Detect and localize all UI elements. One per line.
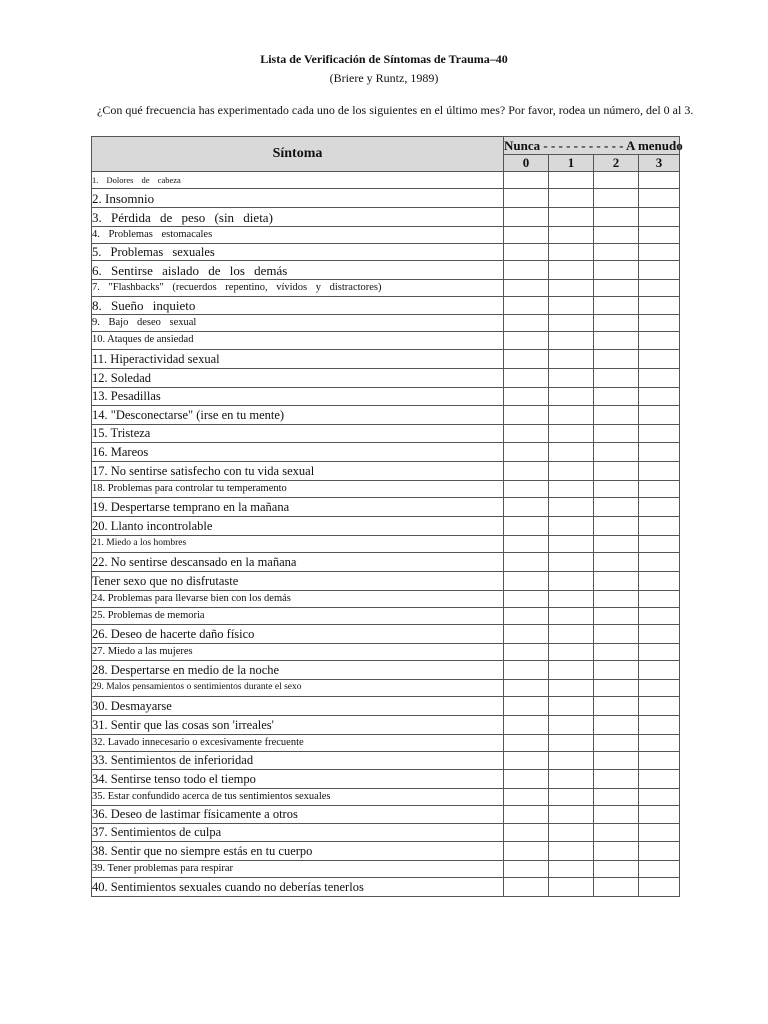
table-row [92, 625, 680, 644]
rating-cell-0[interactable] [504, 315, 549, 332]
rating-cell-2[interactable] [594, 297, 639, 315]
rating-cell-2[interactable] [594, 406, 639, 425]
symptom-label: 9. Bajo deseo sexual [92, 315, 504, 332]
rating-cell-3[interactable] [639, 824, 680, 842]
rating-cell-2[interactable] [594, 878, 639, 897]
rating-cell-1[interactable] [549, 297, 594, 315]
rating-cell-1[interactable] [549, 572, 594, 591]
document-title: Lista de Verificación de Síntomas de Trauma–40 [260, 52, 508, 66]
rating-cell-3[interactable] [639, 406, 680, 425]
rating-cell-1[interactable] [549, 244, 594, 261]
rating-cell-3[interactable] [639, 861, 680, 878]
rating-cell-1[interactable] [549, 350, 594, 369]
rating-cell-0[interactable] [504, 261, 549, 280]
instructions-text: ¿Con qué frecuencia has experimentado cada uno de los siguientes en el último mes? Por favor, rodea un número, del 0 al 3. [97, 103, 694, 117]
rating-cell-0[interactable] [504, 297, 549, 315]
table-row [92, 315, 680, 332]
table-row [92, 661, 680, 680]
table-row [92, 824, 680, 842]
symptom-label: 12. Soledad [92, 369, 504, 388]
rating-cell-3[interactable] [639, 572, 680, 591]
rating-cell-2[interactable] [594, 716, 639, 735]
table-row [92, 280, 680, 297]
rating-cell-0[interactable] [504, 498, 549, 517]
table-row [92, 425, 680, 443]
rating-cell-3[interactable] [639, 208, 680, 227]
table-row [92, 332, 680, 350]
symptom-label: 18. Problemas para controlar tu temperamento [92, 481, 504, 498]
rating-cell-0[interactable] [504, 644, 549, 661]
rating-cell-2[interactable] [594, 608, 639, 625]
rating-cell-0[interactable] [504, 462, 549, 481]
symptom-label: 31. Sentir que las cosas son 'irreales' [92, 716, 504, 735]
symptom-label: 21. Miedo a los hombres [92, 536, 504, 553]
rating-cell-0[interactable] [504, 572, 549, 591]
rating-cell-3[interactable] [639, 878, 680, 897]
rating-cell-1[interactable] [549, 172, 594, 189]
rating-cell-2[interactable] [594, 591, 639, 608]
table-row [92, 443, 680, 462]
table-row [92, 172, 680, 189]
rating-cell-1[interactable] [549, 332, 594, 350]
rating-cell-2[interactable] [594, 861, 639, 878]
table-row [92, 406, 680, 425]
rating-cell-3[interactable] [639, 280, 680, 297]
rating-cell-2[interactable] [594, 498, 639, 517]
symptom-label: 16. Mareos [92, 443, 504, 462]
rating-cell-3[interactable] [639, 425, 680, 443]
rating-cell-3[interactable] [639, 498, 680, 517]
rating-cell-0[interactable] [504, 789, 549, 806]
symptom-label: 36. Deseo de lastimar físicamente a otros [92, 806, 504, 824]
table-row [92, 462, 680, 481]
rating-cell-0[interactable] [504, 591, 549, 608]
rating-cell-1[interactable] [549, 498, 594, 517]
rating-cell-1[interactable] [549, 661, 594, 680]
rating-cell-0[interactable] [504, 716, 549, 735]
rating-cell-3[interactable] [639, 443, 680, 462]
document-subtitle: (Briere y Runtz, 1989) [329, 71, 439, 85]
rating-cell-1[interactable] [549, 752, 594, 770]
rating-cell-2[interactable] [594, 517, 639, 536]
rating-cell-0[interactable] [504, 172, 549, 189]
table-row [92, 208, 680, 227]
symptom-table [91, 136, 683, 897]
rating-cell-0[interactable] [504, 208, 549, 227]
table-row [92, 752, 680, 770]
rating-cell-3[interactable] [639, 244, 680, 261]
rating-cell-3[interactable] [639, 315, 680, 332]
symptom-label: 38. Sentir que no siempre estás en tu cuerpo [92, 842, 504, 861]
rating-cell-2[interactable] [594, 625, 639, 644]
symptom-label: 27. Miedo a las mujeres [92, 644, 504, 661]
table-row [92, 644, 680, 661]
table-row [92, 297, 680, 315]
rating-cell-2[interactable] [594, 752, 639, 770]
rating-cell-1[interactable] [549, 806, 594, 824]
rating-cell-2[interactable] [594, 644, 639, 661]
rating-cell-3[interactable] [639, 806, 680, 824]
rating-cell-0[interactable] [504, 536, 549, 553]
table-row [92, 861, 680, 878]
rating-cell-0[interactable] [504, 735, 549, 752]
rating-cell-0[interactable] [504, 443, 549, 462]
rating-cell-1[interactable] [549, 861, 594, 878]
rating-cell-1[interactable] [549, 553, 594, 572]
rating-cell-3[interactable] [639, 189, 680, 208]
symptom-label: 40. Sentimientos sexuales cuando no deberías tenerlos [92, 878, 504, 897]
rating-cell-2[interactable] [594, 806, 639, 824]
rating-cell-2[interactable] [594, 208, 639, 227]
rating-cell-2[interactable] [594, 536, 639, 553]
symptom-label: 7. "Flashbacks" (recuerdos repentino, vívidos y distractores) [92, 280, 504, 297]
table-row [92, 536, 680, 553]
rating-cell-2[interactable] [594, 680, 639, 697]
rating-cell-3[interactable] [639, 591, 680, 608]
rating-cell-1[interactable] [549, 443, 594, 462]
symptom-label: 35. Estar confundido acerca de tus sentimientos sexuales [92, 789, 504, 806]
symptom-label: 1. Dolores de cabeza [92, 172, 504, 189]
symptom-label: 24. Problemas para llevarse bien con los demás [92, 591, 504, 608]
symptom-label: 37. Sentimientos de culpa [92, 824, 504, 842]
rating-cell-3[interactable] [639, 297, 680, 315]
rating-cell-2[interactable] [594, 770, 639, 789]
rating-cell-0[interactable] [504, 280, 549, 297]
rating-cell-3[interactable] [639, 261, 680, 280]
rating-cell-1[interactable] [549, 591, 594, 608]
scale-value-2: 2 [594, 155, 639, 172]
rating-cell-2[interactable] [594, 280, 639, 297]
rating-cell-3[interactable] [639, 608, 680, 625]
symptom-label: 4. Problemas estomacales [92, 227, 504, 244]
rating-cell-1[interactable] [549, 481, 594, 498]
scale-value-3: 3 [639, 155, 680, 172]
table-row [92, 261, 680, 280]
symptom-rows [92, 172, 680, 897]
frequency-scale-header: Nunca - - - - - - - - - - - A menudo [504, 137, 683, 153]
rating-cell-0[interactable] [504, 806, 549, 824]
rating-cell-1[interactable] [549, 697, 594, 716]
table-row [92, 572, 680, 591]
rating-cell-1[interactable] [549, 189, 594, 208]
table-row [92, 608, 680, 625]
rating-cell-2[interactable] [594, 315, 639, 332]
table-row [92, 878, 680, 897]
rating-cell-2[interactable] [594, 189, 639, 208]
symptom-label: 2. Insomnio [92, 189, 504, 208]
table-row [92, 680, 680, 697]
table-row [92, 517, 680, 536]
rating-cell-3[interactable] [639, 350, 680, 369]
rating-cell-2[interactable] [594, 842, 639, 861]
rating-cell-2[interactable] [594, 227, 639, 244]
rating-cell-0[interactable] [504, 553, 549, 572]
rating-cell-3[interactable] [639, 462, 680, 481]
table-row [92, 227, 680, 244]
rating-cell-2[interactable] [594, 735, 639, 752]
symptom-label: 28. Despertarse en medio de la noche [92, 661, 504, 680]
rating-cell-3[interactable] [639, 369, 680, 388]
rating-cell-0[interactable] [504, 661, 549, 680]
rating-cell-3[interactable] [639, 536, 680, 553]
rating-cell-2[interactable] [594, 661, 639, 680]
symptom-label: 5. Problemas sexuales [92, 244, 504, 261]
table-row [92, 789, 680, 806]
rating-cell-1[interactable] [549, 280, 594, 297]
rating-cell-0[interactable] [504, 481, 549, 498]
table-row [92, 350, 680, 369]
rating-cell-2[interactable] [594, 789, 639, 806]
symptom-label: 11. Hiperactividad sexual [92, 350, 504, 369]
rating-cell-0[interactable] [504, 406, 549, 425]
rating-cell-2[interactable] [594, 369, 639, 388]
rating-cell-2[interactable] [594, 332, 639, 350]
symptom-label: 15. Tristeza [92, 425, 504, 443]
rating-cell-0[interactable] [504, 227, 549, 244]
table-row [92, 553, 680, 572]
rating-cell-3[interactable] [639, 625, 680, 644]
table-row [92, 388, 680, 406]
symptom-label: 34. Sentirse tenso todo el tiempo [92, 770, 504, 789]
rating-cell-2[interactable] [594, 572, 639, 591]
rating-cell-0[interactable] [504, 697, 549, 716]
rating-cell-3[interactable] [639, 172, 680, 189]
rating-cell-1[interactable] [549, 388, 594, 406]
rating-cell-0[interactable] [504, 369, 549, 388]
table-row [92, 806, 680, 824]
rating-cell-2[interactable] [594, 462, 639, 481]
rating-cell-3[interactable] [639, 770, 680, 789]
rating-cell-3[interactable] [639, 735, 680, 752]
rating-cell-1[interactable] [549, 315, 594, 332]
table-row [92, 591, 680, 608]
rating-cell-1[interactable] [549, 536, 594, 553]
symptom-label: 14. "Desconectarse" (irse en tu mente) [92, 406, 504, 425]
rating-cell-2[interactable] [594, 350, 639, 369]
rating-cell-1[interactable] [549, 824, 594, 842]
rating-cell-2[interactable] [594, 172, 639, 189]
rating-cell-2[interactable] [594, 425, 639, 443]
table-row [92, 735, 680, 752]
rating-cell-3[interactable] [639, 716, 680, 735]
rating-cell-3[interactable] [639, 680, 680, 697]
rating-cell-0[interactable] [504, 332, 549, 350]
table-row [92, 716, 680, 735]
rating-cell-1[interactable] [549, 680, 594, 697]
symptom-label: 10. Ataques de ansiedad [92, 332, 504, 350]
rating-cell-1[interactable] [549, 369, 594, 388]
rating-cell-0[interactable] [504, 842, 549, 861]
table-row [92, 244, 680, 261]
symptom-label: 17. No sentirse satisfecho con tu vida sexual [92, 462, 504, 481]
rating-cell-3[interactable] [639, 752, 680, 770]
rating-cell-1[interactable] [549, 625, 594, 644]
rating-cell-3[interactable] [639, 842, 680, 861]
rating-cell-0[interactable] [504, 608, 549, 625]
rating-cell-3[interactable] [639, 388, 680, 406]
table-row [92, 842, 680, 861]
rating-cell-3[interactable] [639, 789, 680, 806]
rating-cell-2[interactable] [594, 244, 639, 261]
rating-cell-1[interactable] [549, 208, 594, 227]
rating-cell-0[interactable] [504, 625, 549, 644]
rating-cell-2[interactable] [594, 824, 639, 842]
rating-cell-3[interactable] [639, 332, 680, 350]
table-row [92, 369, 680, 388]
rating-cell-0[interactable] [504, 350, 549, 369]
rating-cell-1[interactable] [549, 608, 594, 625]
scale-value-1: 1 [549, 155, 594, 172]
table-row [92, 697, 680, 716]
symptom-label: 8. Sueño inquieto [92, 297, 504, 315]
rating-cell-2[interactable] [594, 481, 639, 498]
table-row [92, 189, 680, 208]
rating-cell-0[interactable] [504, 244, 549, 261]
rating-cell-1[interactable] [549, 425, 594, 443]
table-row [92, 498, 680, 517]
symptom-column-header: Síntoma [92, 137, 504, 172]
symptom-label: 6. Sentirse aislado de los demás [92, 261, 504, 280]
rating-cell-1[interactable] [549, 227, 594, 244]
rating-cell-0[interactable] [504, 752, 549, 770]
rating-cell-0[interactable] [504, 388, 549, 406]
table-row [92, 481, 680, 498]
rating-cell-1[interactable] [549, 462, 594, 481]
rating-cell-1[interactable] [549, 878, 594, 897]
rating-cell-3[interactable] [639, 697, 680, 716]
rating-cell-1[interactable] [549, 770, 594, 789]
rating-cell-0[interactable] [504, 680, 549, 697]
rating-cell-0[interactable] [504, 861, 549, 878]
rating-cell-1[interactable] [549, 716, 594, 735]
rating-cell-2[interactable] [594, 261, 639, 280]
rating-cell-0[interactable] [504, 878, 549, 897]
symptom-label: 22. No sentirse descansado en la mañana [92, 553, 504, 572]
rating-cell-3[interactable] [639, 553, 680, 572]
symptom-label: 19. Despertarse temprano en la mañana [92, 498, 504, 517]
rating-cell-1[interactable] [549, 261, 594, 280]
symptom-label: 29. Malos pensamientos o sentimientos durante el sexo [92, 680, 504, 697]
rating-cell-2[interactable] [594, 553, 639, 572]
rating-cell-0[interactable] [504, 824, 549, 842]
symptom-label: 25. Problemas de memoria [92, 608, 504, 625]
rating-cell-0[interactable] [504, 189, 549, 208]
rating-cell-3[interactable] [639, 644, 680, 661]
symptom-label: 33. Sentimientos de inferioridad [92, 752, 504, 770]
rating-cell-3[interactable] [639, 661, 680, 680]
symptom-label: 26. Deseo de hacerte daño físico [92, 625, 504, 644]
rating-cell-2[interactable] [594, 388, 639, 406]
symptom-label: 39. Tener problemas para respirar [92, 861, 504, 878]
rating-cell-3[interactable] [639, 517, 680, 536]
rating-cell-3[interactable] [639, 227, 680, 244]
rating-cell-1[interactable] [549, 735, 594, 752]
rating-cell-0[interactable] [504, 770, 549, 789]
rating-cell-0[interactable] [504, 425, 549, 443]
symptom-label: Tener sexo que no disfrutaste [92, 572, 504, 591]
rating-cell-1[interactable] [549, 644, 594, 661]
rating-cell-2[interactable] [594, 697, 639, 716]
symptom-label: 30. Desmayarse [92, 697, 504, 716]
rating-cell-2[interactable] [594, 443, 639, 462]
symptom-label: 3. Pérdida de peso (sin dieta) [92, 208, 504, 227]
rating-cell-0[interactable] [504, 517, 549, 536]
rating-cell-1[interactable] [549, 406, 594, 425]
symptom-label: 13. Pesadillas [92, 388, 504, 406]
rating-cell-1[interactable] [549, 517, 594, 536]
scale-value-0: 0 [504, 155, 549, 172]
rating-cell-1[interactable] [549, 842, 594, 861]
rating-cell-1[interactable] [549, 789, 594, 806]
table-row [92, 770, 680, 789]
symptom-label: 32. Lavado innecesario o excesivamente frecuente [92, 735, 504, 752]
symptom-label: 20. Llanto incontrolable [92, 517, 504, 536]
rating-cell-3[interactable] [639, 481, 680, 498]
